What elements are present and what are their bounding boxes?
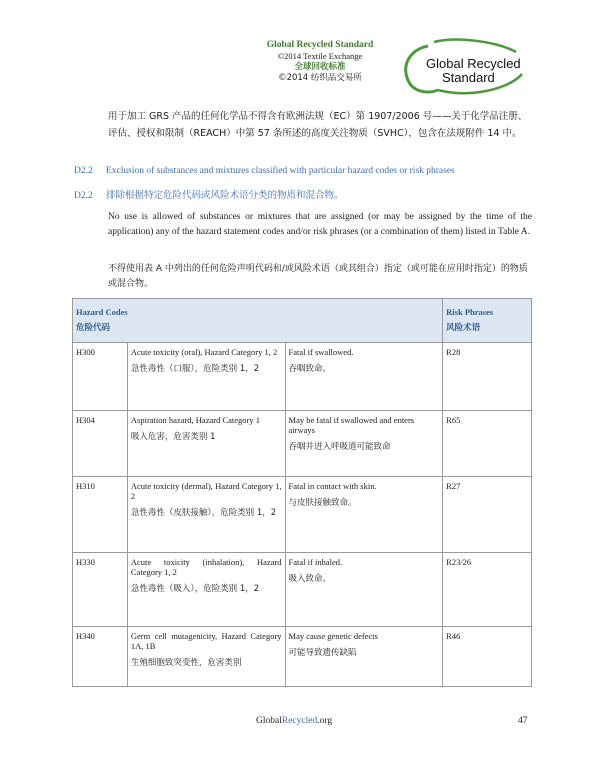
cell-class: Aspiration hazard, Hazard Category 1 吸入危害，危害类别 1 — [127, 411, 285, 477]
cell-code: H340 — [73, 627, 128, 687]
cell-risk: R46 — [443, 627, 532, 687]
cell-code: H310 — [73, 477, 128, 553]
section-heading-zh — [74, 187, 534, 201]
footer-website: GlobalRecycled.org — [256, 716, 333, 726]
cell-statement: May cause genetic defects 可能导致遗传缺陷 — [285, 627, 443, 687]
cell-class: Acute toxicity (dermal), Hazard Category 1, 2 急性毒性（皮肤接触），危险类别 1，2 — [127, 477, 285, 553]
section-number-zh: D2.2 — [74, 191, 93, 201]
cell-statement: May be fatal if swallowed and enters airways 吞咽并进入呼吸道可能致命 — [285, 411, 443, 477]
header-copyright: ©2014 Textile Exchange — [277, 51, 363, 61]
table-row — [73, 343, 532, 411]
table-row — [73, 411, 532, 477]
page-header — [240, 40, 400, 84]
intro-paragraph-zh: 用于加工 GRS 产品的任何化学品不得含有欧洲法规（EC）第 1907/2006 号——关于化学品注册、评估、授权和限制（REACH）中第 57 条所述的高度关注物质（SVHC），包含在法规附件 14 中。 — [108, 111, 528, 139]
table-row — [73, 477, 532, 553]
cell-code: H300 — [73, 343, 128, 411]
section-heading-en — [74, 166, 534, 176]
hazard-table — [72, 298, 532, 687]
body-paragraph-zh: 不得使用表 A 中列出的任何危险声明代码和/或风险术语（或其组合）指定（或可能在应用时指定）的物质或混合物。 — [108, 264, 528, 289]
logo-text-line1: Global Recycled — [426, 56, 521, 71]
header-title: Global Recycled Standard — [266, 40, 374, 50]
table-row — [73, 627, 532, 687]
page-number: 47 — [518, 716, 528, 726]
cell-statement: Fatal in contact with skin. 与皮肤接触致命。 — [285, 477, 443, 553]
header-copyright-zh: ©2014 纺织品交易所 — [278, 73, 362, 83]
cell-class: Acute toxicity (oral), Hazard Category 1, 2 急性毒性（口服），危险类别 1，2 — [127, 343, 285, 411]
cell-class: Germ cell mutagenicity, Hazard Category 1A, 1B 生殖细胞致突变性，危害类别 — [127, 627, 285, 687]
cell-statement: Fatal if swallowed. 吞咽致命。 — [285, 343, 443, 411]
table-header-row — [73, 299, 532, 343]
header-hazard-codes: Hazard Codes 危险代码 — [73, 299, 443, 343]
section-title: Exclusion of substances and mixtures classified with particular hazard codes or risk phrases — [106, 166, 455, 176]
section-title-zh: 排除根据特定危险代码或风险术语分类的物质和混合物。 — [106, 190, 344, 201]
cell-class: Acute toxicity (inhalation), Hazard Category 1, 2 急性毒性（吸入），危险类别 1，2 — [127, 553, 285, 627]
header-risk-phrases: Risk Phrases 风险术语 — [443, 299, 532, 343]
cell-risk: R23/26 — [443, 553, 532, 627]
section-number: D2.2 — [74, 166, 93, 176]
logo-text-line2: Standard — [442, 70, 495, 85]
cell-code: H304 — [73, 411, 128, 477]
cell-risk: R65 — [443, 411, 532, 477]
cell-risk: R28 — [443, 343, 532, 411]
cell-risk: R27 — [443, 477, 532, 553]
grs-logo — [398, 38, 528, 96]
cell-statement: Fatal if inhaled. 吸入致命。 — [285, 553, 443, 627]
header-title-zh: 全球回收标准 — [294, 62, 346, 72]
cell-code: H330 — [73, 553, 128, 627]
table-row — [73, 553, 532, 627]
body-paragraph-en: No use is allowed of substances or mixtures that are assigned (or may be assigned by the time of the application) any of the hazard statement codes and/or risk phrases (or a combination of them) listed in Table A. — [108, 212, 532, 237]
